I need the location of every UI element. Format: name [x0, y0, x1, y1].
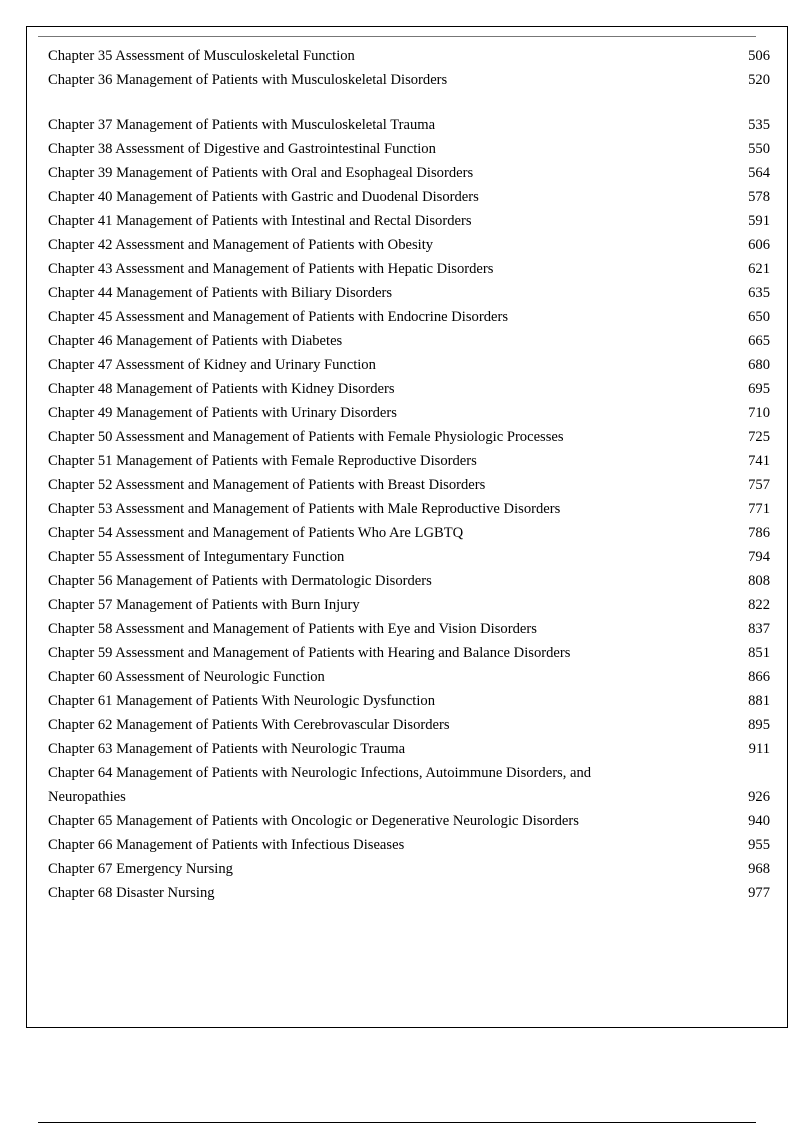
toc-title: Chapter 56 Management of Patients with Dermatologic Disorders: [48, 573, 432, 589]
toc-entry-ch53[interactable]: [48, 497, 770, 521]
toc-entry-ch52[interactable]: [48, 473, 770, 497]
toc-entry-ch60[interactable]: [48, 665, 770, 689]
toc-entry-ch50[interactable]: [48, 425, 770, 449]
toc-title: Chapter 58 Assessment and Management of Patients with Eye and Vision Disorders: [48, 621, 537, 637]
toc-entry-ch45[interactable]: [48, 305, 770, 329]
toc-page-number: 851: [748, 645, 770, 661]
toc-title: Chapter 40 Management of Patients with Gastric and Duodenal Disorders: [48, 189, 479, 205]
top-rule: [38, 36, 756, 37]
toc-entry-ch55[interactable]: [48, 545, 770, 569]
toc-title: Chapter 54 Assessment and Management of Patients Who Are LGBTQ: [48, 525, 464, 541]
toc-entry-ch46[interactable]: [48, 329, 770, 353]
toc-title: Chapter 42 Assessment and Management of Patients with Obesity: [48, 237, 434, 253]
toc-title: Chapter 41 Management of Patients with Intestinal and Rectal Disorders: [48, 213, 472, 229]
toc-page-number: 926: [748, 789, 770, 805]
toc-entry-ch35[interactable]: [48, 44, 770, 68]
toc-entry-ch61[interactable]: [48, 689, 770, 713]
toc-title: Chapter 64 Management of Patients with Neurologic Infections, Autoimmune Disorders, and Neuropathies: [48, 765, 592, 805]
toc-page-number: 535: [748, 117, 770, 133]
toc-title: Chapter 53 Assessment and Management of Patients with Male Reproductive Disorders: [48, 501, 561, 517]
toc-title: Chapter 46 Management of Patients with Diabetes: [48, 333, 343, 349]
toc-entry-ch38[interactable]: [48, 137, 770, 161]
toc-entry-ch59[interactable]: [48, 641, 770, 665]
toc-page-number: 650: [748, 309, 770, 325]
toc-entry-ch44[interactable]: [48, 281, 770, 305]
toc-title: Chapter 36 Management of Patients with Musculoskeletal Disorders: [48, 72, 448, 88]
toc-title: Chapter 39 Management of Patients with Oral and Esophageal Disorders: [48, 165, 474, 181]
toc-title: Chapter 62 Management of Patients With Cerebrovascular Disorders: [48, 717, 450, 733]
toc-page-number: 757: [748, 477, 770, 493]
toc-title: Chapter 45 Assessment and Management of Patients with Endocrine Disorders: [48, 309, 509, 325]
toc-title: Chapter 57 Management of Patients with Burn Injury: [48, 597, 360, 613]
toc-page-number: 940: [748, 813, 770, 829]
toc-page-number: 506: [748, 48, 770, 64]
toc-page-number: 695: [748, 381, 770, 397]
toc-title: Chapter 59 Assessment and Management of Patients with Hearing and Balance Disorders: [48, 645, 571, 661]
toc-page-number: 895: [748, 717, 770, 733]
toc-page-number: 866: [748, 669, 770, 685]
toc-entry-ch49[interactable]: [48, 401, 770, 425]
toc-title: Chapter 44 Management of Patients with Biliary Disorders: [48, 285, 393, 301]
toc-title: Chapter 37 Management of Patients with Musculoskeletal Trauma: [48, 117, 436, 133]
toc-title: Chapter 66 Management of Patients with Infectious Diseases: [48, 837, 405, 853]
toc-page-number: 794: [748, 549, 770, 565]
toc-page-number: 977: [748, 885, 770, 901]
toc-title: Chapter 52 Assessment and Management of Patients with Breast Disorders: [48, 477, 486, 493]
toc-entry-ch40[interactable]: [48, 185, 770, 209]
toc-title: Chapter 38 Assessment of Digestive and Gastrointestinal Function: [48, 141, 436, 157]
toc-page-number: 771: [748, 501, 770, 517]
toc-entry-ch63[interactable]: [48, 737, 770, 761]
toc-title: Chapter 55 Assessment of Integumentary Function: [48, 549, 345, 565]
toc-page-number: 968: [748, 861, 770, 877]
toc-page-number: 741: [748, 453, 770, 469]
toc-entry-ch54[interactable]: [48, 521, 770, 545]
toc-entry-ch36[interactable]: [48, 68, 770, 92]
toc-title: Chapter 60 Assessment of Neurologic Function: [48, 669, 325, 685]
toc-entry-ch41[interactable]: [48, 209, 770, 233]
toc-page-number: 911: [748, 741, 770, 757]
toc-title: Chapter 51 Management of Patients with Female Reproductive Disorders: [48, 453, 477, 469]
toc-page-number: 710: [748, 405, 770, 421]
toc-page-number: 725: [748, 429, 770, 445]
toc-page-number: 550: [748, 141, 770, 157]
toc-page-number: 635: [748, 285, 770, 301]
toc-page-number: 955: [748, 837, 770, 853]
toc-title: Chapter 65 Management of Patients with Oncologic or Degenerative Neurologic Disorders: [48, 813, 579, 829]
toc-title: Chapter 63 Management of Patients with Neurologic Trauma: [48, 741, 406, 757]
toc-entry-ch56[interactable]: [48, 569, 770, 593]
toc-page-number: 520: [748, 72, 770, 88]
toc-page-number: 564: [748, 165, 770, 181]
toc-title: Chapter 35 Assessment of Musculoskeletal Function: [48, 48, 355, 64]
toc-entry-ch57[interactable]: [48, 593, 770, 617]
toc-title: Chapter 48 Management of Patients with Kidney Disorders: [48, 381, 395, 397]
toc-title: Chapter 47 Assessment of Kidney and Urinary Function: [48, 357, 376, 373]
toc-page-number: 808: [748, 573, 770, 589]
toc-entry-ch37[interactable]: [48, 113, 770, 137]
footer-rule: [38, 1122, 756, 1123]
toc-title: Chapter 67 Emergency Nursing: [48, 861, 233, 877]
toc-entry-ch48[interactable]: [48, 377, 770, 401]
toc-entry-ch62[interactable]: [48, 713, 770, 737]
toc-page-number: 665: [748, 333, 770, 349]
toc-page-number: 822: [748, 597, 770, 613]
toc-page-number: 881: [748, 693, 770, 709]
toc-title: Chapter 61 Management of Patients With Neurologic Dysfunction: [48, 693, 436, 709]
toc-page-number: 606: [748, 237, 770, 253]
toc-page-number: 591: [748, 213, 770, 229]
toc-entry-ch47[interactable]: [48, 353, 770, 377]
toc-title: Chapter 50 Assessment and Management of Patients with Female Physiologic Processes: [48, 429, 564, 445]
toc-entry-ch51[interactable]: [48, 449, 770, 473]
toc-entry-ch58[interactable]: [48, 617, 770, 641]
toc-page-number: 786: [748, 525, 770, 541]
toc-entry-ch64[interactable]: [48, 761, 770, 809]
toc-entry-ch39[interactable]: [48, 161, 770, 185]
toc-entry-ch67[interactable]: [48, 857, 770, 881]
toc-entry-ch66[interactable]: [48, 833, 770, 857]
toc-page-number: 621: [748, 261, 770, 277]
toc-entry-ch43[interactable]: [48, 257, 770, 281]
toc-entry-ch68[interactable]: [48, 881, 770, 905]
toc-entry-ch42[interactable]: [48, 233, 770, 257]
table-of-contents: [48, 44, 770, 905]
toc-entry-ch65[interactable]: [48, 809, 770, 833]
toc-title: Chapter 49 Management of Patients with Urinary Disorders: [48, 405, 397, 421]
toc-page-number: 578: [748, 189, 770, 205]
toc-page-number: 837: [748, 621, 770, 637]
toc-title: Chapter 68 Disaster Nursing: [48, 885, 215, 901]
toc-title: Chapter 43 Assessment and Management of Patients with Hepatic Disorders: [48, 261, 494, 277]
toc-page-number: 680: [748, 357, 770, 373]
